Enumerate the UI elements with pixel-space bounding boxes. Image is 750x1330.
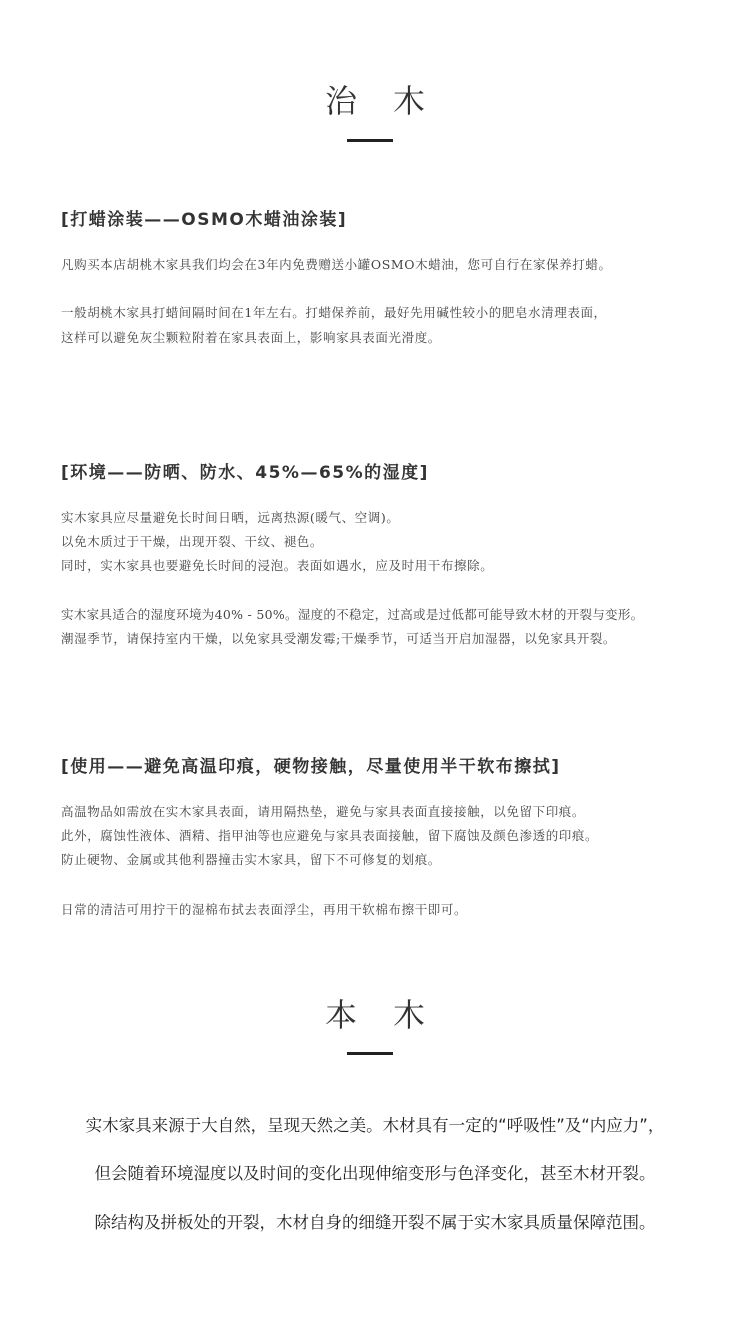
usage-line-2: 此外，腐蚀性液体、酒精、指甲油等也应避免与家具表面接触，留下腐蚀及颜色渗透的印痕。	[61, 828, 599, 843]
section-title-benmu: 本木	[324, 996, 461, 1034]
usage-line-4: 日常的清洁可用拧干的湿棉布拭去表面浮尘，再用干软棉布擦干即可。	[61, 902, 468, 917]
usage-line-3: 防止硬物、金属或其他利器撞击实木家具，留下不可修复的划痕。	[61, 852, 441, 867]
environment-heading: [环境——防晒、防水、45%—65%的湿度]	[61, 463, 429, 483]
title-divider	[347, 139, 393, 142]
waxing-line-1: 凡购买本店胡桃木家具我们均会在3年内免费赠送小罐OSMO木蜡油，您可自行在家保养打蜡。	[61, 257, 612, 272]
waxing-line-2: 一般胡桃木家具打蜡间隔时间在1年左右。打蜡保养前，最好先用碱性较小的肥皂水清理表面，	[61, 305, 607, 320]
section-title-zhimu: 治木	[324, 82, 461, 120]
environment-line-5: 潮湿季节，请保持室内干燥，以免家具受潮发霉;干燥季节，可适当开启加湿器，以免家具开裂。	[61, 631, 617, 646]
usage-heading: [使用——避免高温印痕，硬物接触，尽量使用半干软布擦拭]	[61, 757, 561, 777]
waxing-line-3: 这样可以避免灰尘颗粒附着在家具表面上，影响家具表面光滑度。	[61, 330, 441, 345]
environment-line-3: 同时，实木家具也要避免长时间的浸泡。表面如遇水，应及时用干布擦除。	[61, 558, 494, 573]
usage-line-1: 高温物品如需放在实木家具表面，请用隔热垫，避免与家具表面直接接触，以免留下印痕。	[61, 804, 586, 819]
nature-line-1: 实木家具来源于大自然，呈现天然之美。木材具有一定的“呼吸性”及“内应力”，	[85, 1116, 665, 1135]
environment-line-4: 实木家具适合的湿度环境为40% - 50%。湿度的不稳定，过高或是过低都可能导致木材的开裂与变形。	[61, 607, 644, 622]
nature-line-3: 除结构及拼板处的开裂，木材自身的细缝开裂不属于实木家具质量保障范围。	[94, 1213, 656, 1232]
environment-line-2: 以免木质过于干燥，出现开裂、干纹、褪色。	[61, 534, 324, 549]
nature-line-2: 但会随着环境湿度以及时间的变化出现伸缩变形与色泽变化，甚至木材开裂。	[94, 1164, 656, 1183]
title-divider-2	[347, 1052, 393, 1055]
environment-line-1: 实木家具应尽量避免长时间日晒，远离热源(暖气、空调)。	[61, 510, 400, 525]
waxing-heading: [打蜡涂装——OSMO木蜡油涂装]	[61, 210, 348, 230]
